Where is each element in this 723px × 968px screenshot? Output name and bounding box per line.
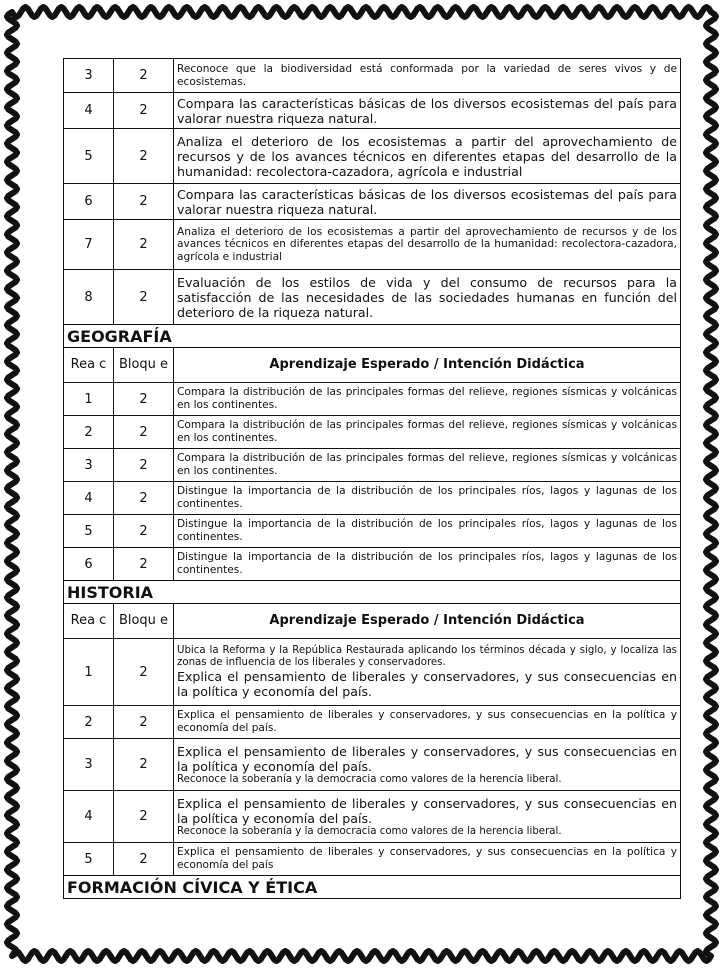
aprendizaje-cell: Compara la distribución de las principales formas del relieve, regiones sísmicas y volcánicas en los continentes.	[174, 383, 681, 416]
header-row	[64, 604, 681, 639]
aprendizaje-cell: Compara la distribución de las principales formas del relieve, regiones sísmicas y volcánicas en los continentes.	[174, 449, 681, 482]
aprendizaje-text-small: Reconoce la soberanía y la democracia como valores de la herencia liberal.	[177, 773, 562, 785]
header-bloque: Bloqu e	[114, 604, 174, 639]
bloque-cell: 2	[114, 482, 174, 515]
rec-cell: 4	[64, 482, 114, 515]
table-row	[64, 93, 681, 129]
table-row	[64, 184, 681, 220]
aprendizaje-cell: Explica el pensamiento de liberales y conservadores, y sus consecuencias en la política y economía del país.	[174, 706, 681, 739]
aprendizaje-cell: Compara la distribución de las principales formas del relieve, regiones sísmicas y volcánicas en los continentes.	[174, 416, 681, 449]
header-bloque: Bloqu e	[114, 348, 174, 383]
aprendizaje-cell: Analiza el deterioro de los ecosistemas a partir del aprovechamiento de recursos y de los avances técnicos en diferentes etapas del desarrollo de la humanidad: recolectora-cazadora, agrícola e industrial	[174, 220, 681, 270]
rec-cell: 1	[64, 639, 114, 706]
table-row	[64, 220, 681, 270]
header-aprendizaje: Aprendizaje Esperado / Intención Didáctica	[174, 604, 681, 639]
table-row	[64, 416, 681, 449]
section-heading-row	[64, 581, 681, 604]
aprendizaje-cell: Analiza el deterioro de los ecosistemas a partir del aprovechamiento de recursos y de los avances técnicos en diferentes etapas del desarrollo de la humanidad: recolectora-cazadora, agrícola e industrial	[174, 129, 681, 184]
table-row	[64, 449, 681, 482]
table-row	[64, 843, 681, 876]
rec-cell: 6	[64, 184, 114, 220]
header-rec: Rea c	[64, 604, 114, 639]
rec-cell: 5	[64, 515, 114, 548]
table-row	[64, 482, 681, 515]
aprendizaje-cell: Reconoce que la biodiversidad está conformada por la variedad de seres vivos y de ecosistemas.	[174, 59, 681, 93]
rec-cell: 7	[64, 220, 114, 270]
document-page	[63, 58, 680, 899]
rec-cell: 4	[64, 791, 114, 843]
bloque-cell: 2	[114, 706, 174, 739]
aprendizaje-cell	[174, 739, 681, 791]
aprendizaje-cell: Compara las características básicas de los diversos ecosistemas del país para valorar nuestra riqueza natural.	[174, 93, 681, 129]
bloque-cell: 2	[114, 791, 174, 843]
rec-cell: 2	[64, 416, 114, 449]
rec-cell: 4	[64, 93, 114, 129]
aprendizaje-cell: Distingue la importancia de la distribución de los principales ríos, lagos y lagunas de los continentes.	[174, 482, 681, 515]
section-title-historia: HISTORIA	[64, 581, 681, 604]
aprendizaje-cell: Explica el pensamiento de liberales y conservadores, y sus consecuencias en la política y economía del país	[174, 843, 681, 876]
aprendizaje-text-large: Explica el pensamiento de liberales y conservadores, y sus consecuencias en la política y economía del país.	[177, 743, 677, 774]
aprendizaje-cell: Compara las características básicas de los diversos ecosistemas del país para valorar nuestra riqueza natural.	[174, 184, 681, 220]
aprendizaje-cell	[174, 639, 681, 706]
aprendizaje-text-large: Explica el pensamiento de liberales y conservadores, y sus consecuencias en la política y economía del país.	[177, 795, 677, 826]
section-heading-row	[64, 876, 681, 899]
table-row	[64, 515, 681, 548]
aprendizaje-cell: Evaluación de los estilos de vida y del consumo de recursos para la satisfacción de las necesidades de las sociedades humanas en función del deterioro de la riqueza natural.	[174, 270, 681, 325]
table-row	[64, 270, 681, 325]
bloque-cell: 2	[114, 843, 174, 876]
section-title-formacion-civica: FORMACIÓN CÍVICA Y ÉTICA	[64, 876, 681, 899]
aprendizaje-cell	[174, 791, 681, 843]
header-rec: Rea c	[64, 348, 114, 383]
bloque-cell: 2	[114, 93, 174, 129]
aprendizaje-text-small: Reconoce la soberanía y la democracia como valores de la herencia liberal.	[177, 825, 562, 837]
header-row	[64, 348, 681, 383]
bloque-cell: 2	[114, 548, 174, 581]
aprendizaje-text-large: Explica el pensamiento de liberales y conservadores, y sus consecuencias en la política y economía del país.	[177, 669, 677, 699]
section-title-geografia: GEOGRAFÍA	[64, 325, 681, 348]
aprendizaje-text-small: Ubica la Reforma y la República Restaurada aplicando los términos década y siglo, y localiza las zonas de influencia de los liberales y conservadores.	[177, 645, 677, 668]
table-row	[64, 639, 681, 706]
bloque-cell: 2	[114, 416, 174, 449]
rec-cell: 6	[64, 548, 114, 581]
table-row	[64, 383, 681, 416]
bloque-cell: 2	[114, 449, 174, 482]
table-row	[64, 739, 681, 791]
rec-cell: 5	[64, 843, 114, 876]
rec-cell: 3	[64, 449, 114, 482]
table-row	[64, 59, 681, 93]
curriculum-table	[63, 58, 681, 899]
bloque-cell: 2	[114, 739, 174, 791]
table-row	[64, 791, 681, 843]
rec-cell: 5	[64, 129, 114, 184]
rec-cell: 8	[64, 270, 114, 325]
rec-cell: 1	[64, 383, 114, 416]
aprendizaje-cell: Distingue la importancia de la distribución de los principales ríos, lagos y lagunas de los continentes.	[174, 548, 681, 581]
bloque-cell: 2	[114, 383, 174, 416]
bloque-cell: 2	[114, 515, 174, 548]
aprendizaje-cell: Distingue la importancia de la distribución de los principales ríos, lagos y lagunas de los continentes.	[174, 515, 681, 548]
rec-cell: 3	[64, 739, 114, 791]
bloque-cell: 2	[114, 639, 174, 706]
table-row	[64, 129, 681, 184]
header-aprendizaje: Aprendizaje Esperado / Intención Didáctica	[174, 348, 681, 383]
bloque-cell: 2	[114, 129, 174, 184]
rec-cell: 3	[64, 59, 114, 93]
bloque-cell: 2	[114, 270, 174, 325]
rec-cell: 2	[64, 706, 114, 739]
bloque-cell: 2	[114, 184, 174, 220]
bloque-cell: 2	[114, 220, 174, 270]
section-heading-row	[64, 325, 681, 348]
bloque-cell: 2	[114, 59, 174, 93]
table-row	[64, 548, 681, 581]
table-row	[64, 706, 681, 739]
